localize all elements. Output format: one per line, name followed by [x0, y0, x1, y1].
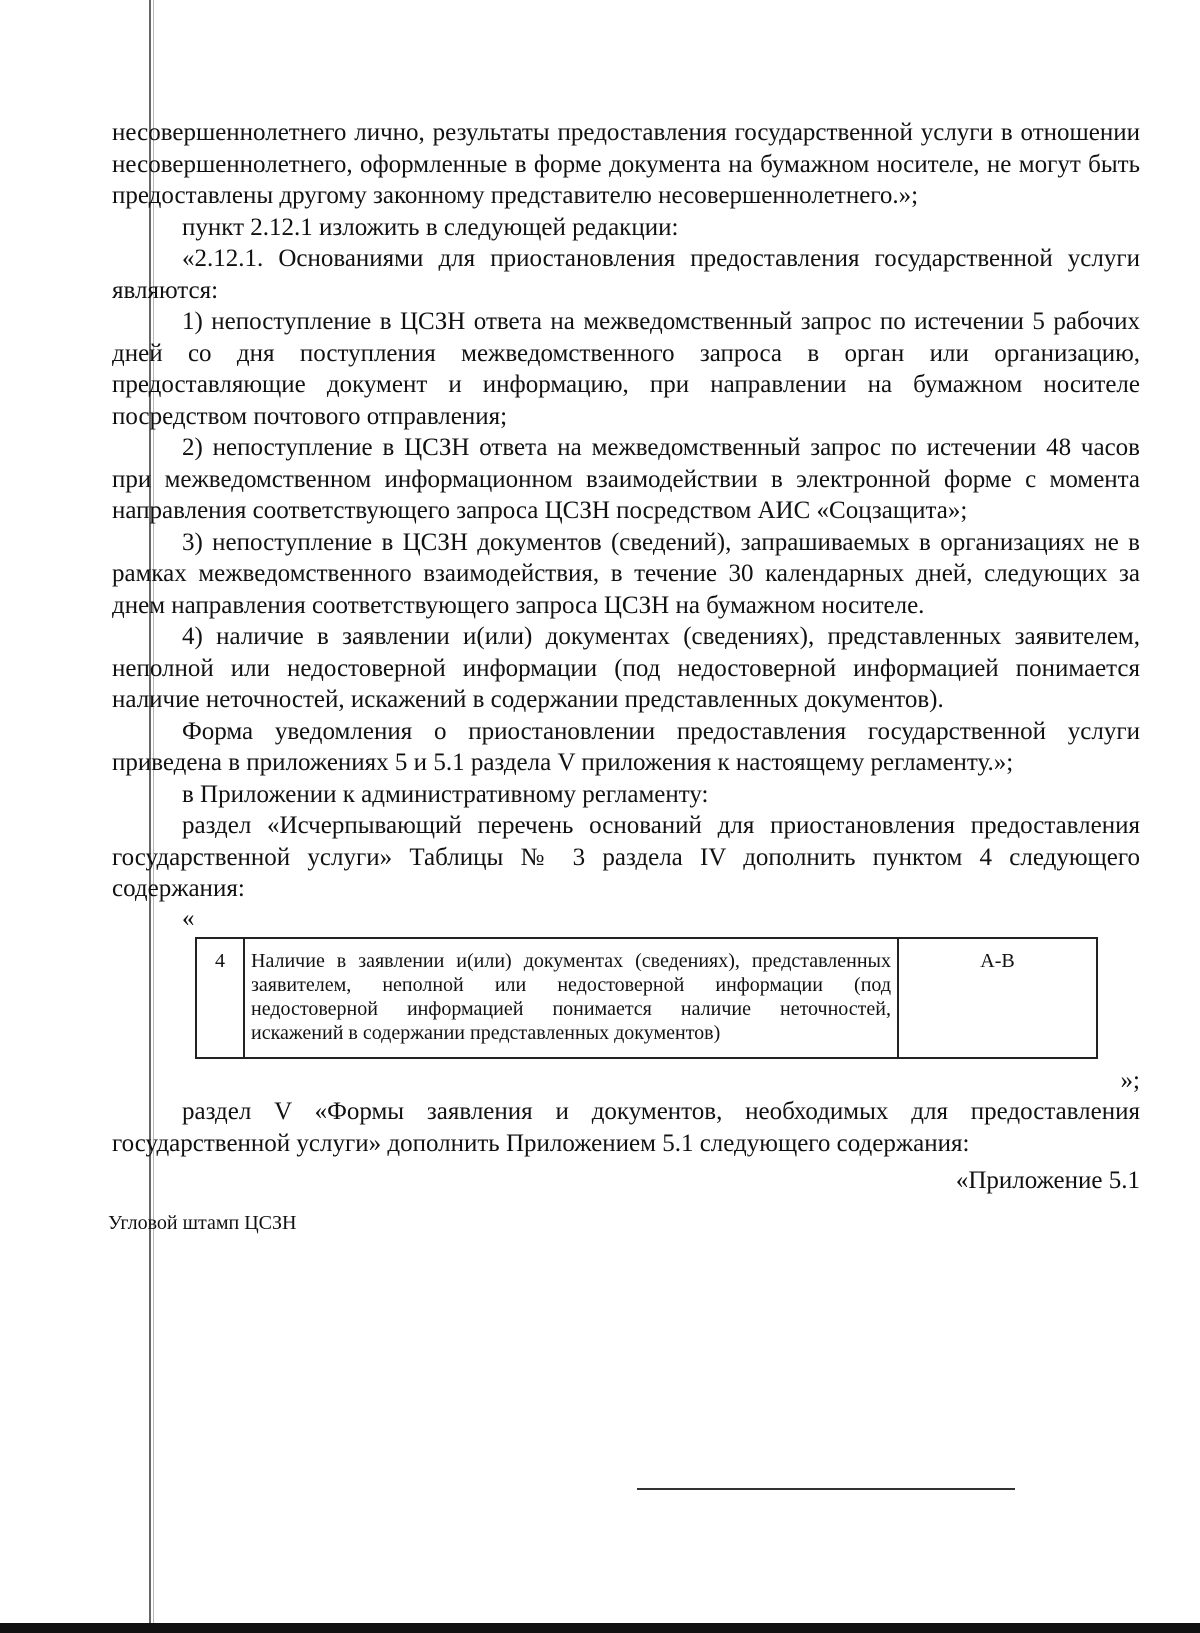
table-cell-number: 4 [196, 938, 244, 1058]
list-item-ground-3: 3) непоступление в ЦСЗН документов (сведений), запрашиваемых в организациях не в рамках межведомственного взаимодействия, в течение 30 календарных дней, следующих за днем направления соответствующего запроса ЦСЗН на бумажном носителе. [112, 528, 1140, 619]
quote-close-mark: »; [1120, 1066, 1140, 1094]
paragraph-appendix-intro: в Приложении к административному регламенту: [182, 780, 709, 808]
paragraph-clause-2-12-1: «2.12.1. Основаниями для приостановления предоставления государственной услуги являются: [112, 245, 1140, 304]
inserted-table [195, 937, 1098, 1059]
paragraph-continuation: несовершеннолетнего лично, результаты предоставления государственной услуги в отношении несовершеннолетнего, оформленные в форме документа на бумажном носителе, не могут быть предоставлены другому законному представителю несовершеннолетнего.»; [112, 119, 1140, 209]
table-row [196, 938, 1097, 1058]
paragraph-section-v: раздел V «Формы заявления и документов, необходимых для предоставления государственной услуги» дополнить Приложением 5.1 следующего содержания: [112, 1098, 1140, 1157]
scan-bottom-edge [0, 1623, 1200, 1633]
document-page [108, 117, 1140, 1235]
quote-open-mark: « [182, 904, 195, 932]
signature-line [637, 1488, 1015, 1490]
paragraph-amend-clause: пункт 2.12.1 изложить в следующей редакции: [182, 213, 679, 241]
appendix-title: «Приложение 5.1 [955, 1167, 1140, 1194]
corner-stamp-label: Угловой штамп ЦСЗН [108, 1211, 297, 1234]
paragraph-section-amend: раздел «Исчерпывающий перечень оснований для приостановления предоставления государственной услуги» Таблицы № 3 раздела IV дополнить пунктом 4 следующего содержания: [112, 812, 1140, 902]
paragraph-notice-form: Форма уведомления о приостановлении предоставления государственной услуги приведена в приложениях 5 и 5.1 раздела V приложения к настоящему регламенту.»; [112, 717, 1140, 776]
list-item-ground-1: 1) непоступление в ЦСЗН ответа на межведомственный запрос по истечении 5 рабочих дней со дня поступления межведомственного запроса в орган или организацию, предоставляющие документ и информацию, при направлении на бумажном носителе посредством почтового отправления; [112, 308, 1140, 430]
list-item-ground-4: 4) наличие в заявлении и(или) документах (сведениях), представленных заявителем, неполной или недостоверной информации (под недостоверной информацией понимается наличие неточностей, искажений в содержании представленных документов). [112, 623, 1140, 713]
list-item-ground-2: 2) непоступление в ЦСЗН ответа на межведомственный запрос по истечении 48 часов при межведомственном информационном взаимодействии в электронной форме с момента направления соответствующего запроса ЦСЗН посредством АИС «Соцзащита»; [112, 434, 1140, 524]
table-cell-text: Наличие в заявлении и(или) документах (сведениях), представленных заявителем, неполной или недостоверной информации (под недостоверной информацией понимается наличие неточностей, искажений в содержании представленных документов) [244, 938, 898, 1058]
table-cell-code: А-В [898, 938, 1097, 1058]
